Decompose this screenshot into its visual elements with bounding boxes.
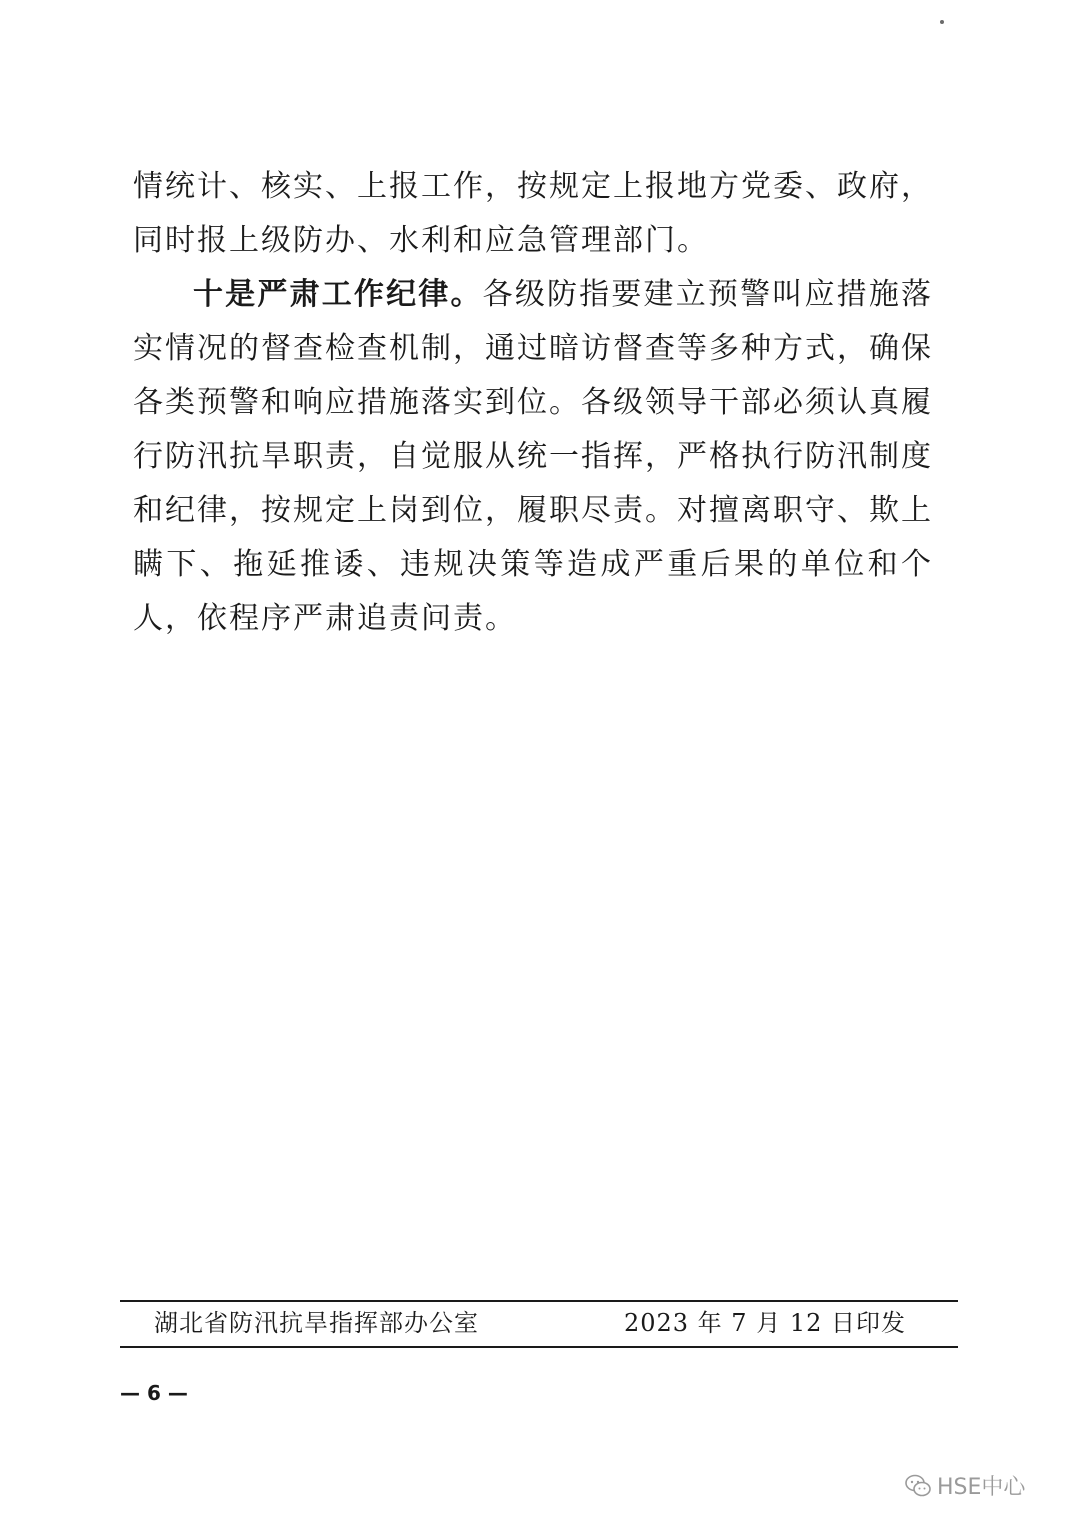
issuer: 湖北省防汛抗旱指挥部办公室: [154, 1309, 479, 1337]
paragraph: [133, 160, 933, 268]
footer-rule-bottom: [120, 1346, 958, 1348]
watermark-text: HSE中心: [937, 1475, 1026, 1500]
paragraph-lead: 十是严肃工作纪律。: [193, 277, 483, 312]
paragraph-text: 各级防指要建立预警叫应措施落实情况的督查检查机制，通过暗访督查等多种方式，确保各类预警和响应措施落实到位。各级领导干部必须认真履行防汛抗旱职责，自觉服从统一指挥，严格执行防汛制度和纪律，按规定上岗到位，履职尽责。对擅离职守、欺上瞒下、拖延推诿、违规决策等造成严重后果的单位和个人，依程序严肃追责问责。: [133, 277, 934, 636]
paragraph: [133, 268, 933, 646]
document-body: [133, 160, 933, 646]
scan-dot: [940, 20, 944, 24]
paragraph-text: 情统计、核实、上报工作，按规定上报地方党委、政府，同时报上级防办、水利和应急管理部门。: [133, 169, 933, 258]
issue-date: 2023 年 7 月 12 日印发: [623, 1309, 906, 1337]
footer-rule-top: [120, 1300, 958, 1302]
wechat-icon: [905, 1474, 931, 1498]
watermark: [905, 1470, 1025, 1501]
page-number: — 6 —: [120, 1381, 188, 1405]
